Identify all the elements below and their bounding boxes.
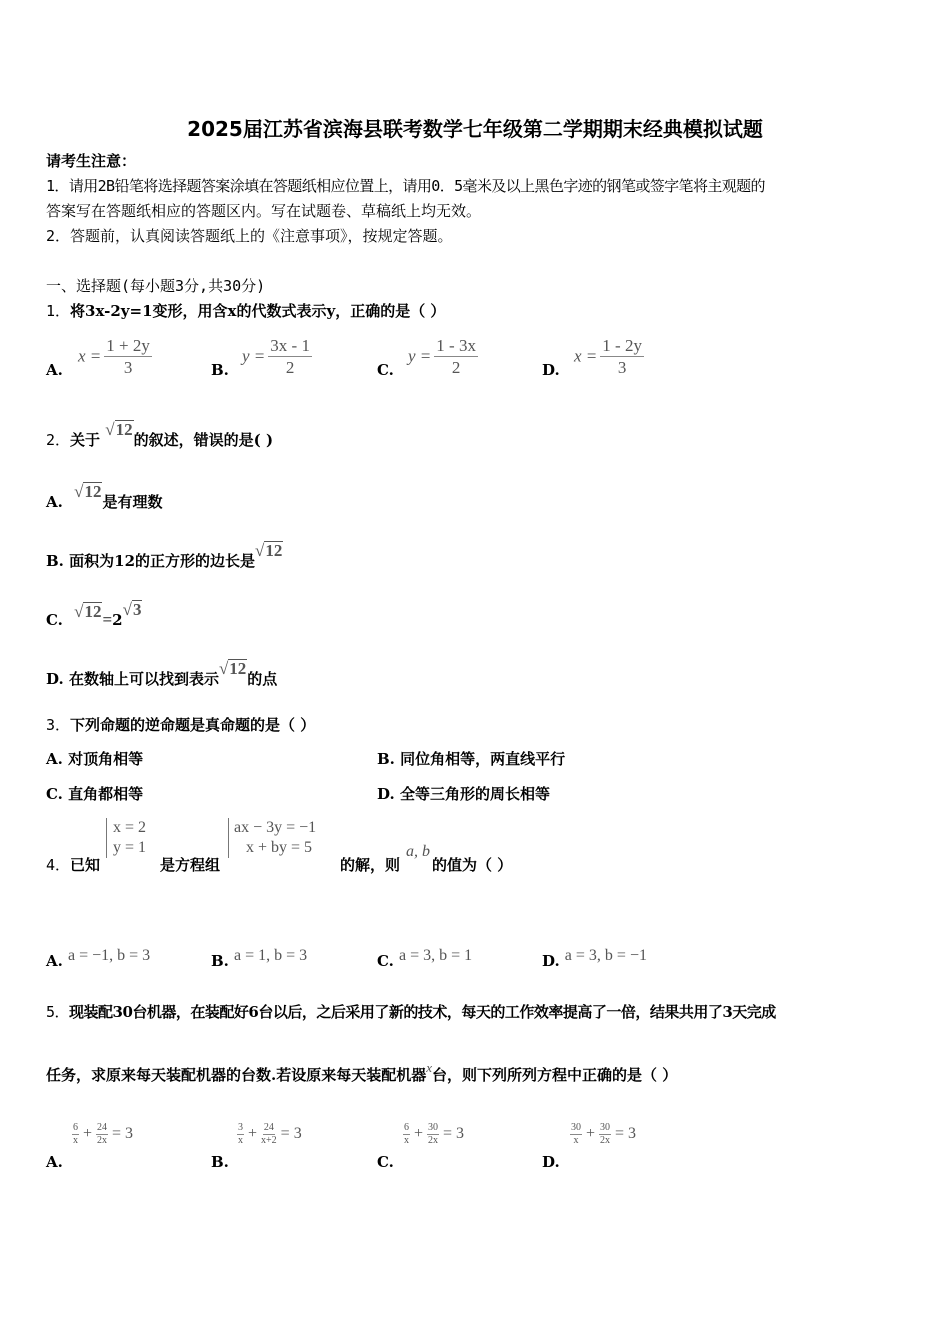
equation-system [228,818,316,858]
numerator: 24 [97,1122,108,1133]
option-text: 面积为12的正方形的边长是 [69,552,256,570]
equation: x + by = 5 [246,839,313,856]
exam-page: 2025届江苏省滨海县联考数学七年级第二学期期末经典模拟试题 请考生注意： 1．请用2B铅笔将选择题答案涂填在答题纸相应位置上，请用0．5毫米及以上黑色字迹的钢笔或签字笔将主观题的 答案写在答题纸相应的答题区内。写在试题卷、草稿纸上均无效。 2．答题前，认真阅读答题纸上的《注意事项》，按规定答题。 一、选择题(每小题3分,共30分) 1．将3x-2y=1变形，用含x的代数式表示y，正确的是（ ） A. x = $\frac{1 + 2y}{3}$ B. y = $\frac{3x - 1}{2}$ C. y = $\frac{1 - 3x}{2}$ D. x = $\frac{1 - 2y}{3}$ 2．关于 √12的叙述，错误的是( ) A. √12是有理数 B. 面积为12的正方形的边长是√12 C. √12=2√3 D. 在数轴上可以找到表示√12的点 3．下列命题的逆命题是真命题的是（ ） A. 对顶角相等 B. 同位角相等，两直线平行 C. 直角都相等 D. 全等三角形的周长相等 4．已知 x = 2 y = 1 是方程组 ax − 3y = −1 x + by = 5 的解，则 a, b 的值为（ ） A. a = −1, b = 3 B. a = 1, b = 3 C. a = 3, b = 1 D. a = 3, b = −1 5．现装配30台机器，在装配好6台以后，之后采用了新的技术，每天的工作效率提高了一倍，结果共用了3天完成 任务，求原来每天装配机器的台数.若设原来每天装配机器x台，则下列所列方程中正确的是（ ） A. $\frac{6}{x}$ + $\frac{24}{2x}$ = 3 B. $\frac{3}{x}$ + $\frac{24}{x+2}$ = 3 C. $\frac{6}{x}$ + $\frac{30}{2x}$ = 3 D. $\frac{30}{x}$ + $\frac{30}{2x}$ = 3 [0,0,950,1344]
option-label: C. [377,1153,394,1171]
option-text: 在数轴上可以找到表示 [68,670,219,688]
denominator: 2 [451,358,461,377]
question-text: 关于 [70,431,101,449]
option-label: B. [211,361,229,379]
q3-option-b [377,749,565,769]
rhs: = 3 [112,1125,134,1143]
equation: ax − 3y = −1 [234,819,317,836]
option-label: C. [46,611,63,629]
question-number: 1． [46,302,71,320]
question-text: 台，则下列所列方程中正确的是（ ） [432,1066,678,1084]
denominator: 2x [97,1135,108,1146]
option-label: B. [377,750,395,768]
sqrt-12: √12 [255,541,283,560]
page-title: 2025届江苏省滨海县联考数学七年级第二学期期末经典模拟试题 [187,117,763,141]
q4-option-a [46,945,151,970]
option-math: a = 3, b = 1 [399,947,473,964]
variables: a, b [406,843,430,860]
option-text: 直角都相等 [68,785,144,803]
q3-option-d [377,784,550,804]
option-label: B. [211,1153,229,1171]
question-text: 任务，求原来每天装配机器的台数.若设原来每天装配机器 [46,1066,427,1084]
option-text: 对顶角相等 [68,750,144,768]
question-5-line-2 [46,1060,678,1086]
question-text: 已知 [70,856,101,874]
option-math: a = −1, b = 3 [67,947,151,964]
notice-line-2: 2．答题前，认真阅读答题纸上的《注意事项》，按规定答题。 [46,227,453,245]
numerator: 30 [600,1122,611,1133]
numerator: 24 [263,1122,274,1133]
math-lhs: x = [78,346,102,366]
denominator: x [404,1135,409,1146]
question-text: 的解，则 [340,856,401,874]
option-math: a = 3, b = −1 [564,947,647,964]
option-label: D. [542,952,560,970]
numerator: 30 [428,1122,439,1133]
option-label: A. [46,750,63,768]
option-label: C. [46,785,63,803]
option-label: D. [377,785,395,803]
denominator: 3 [617,358,627,377]
option-label: D. [542,361,560,379]
math-lhs: y = [408,346,432,366]
option-label: D. [46,670,64,688]
denominator: 2 [285,358,295,377]
question-1 [46,301,445,321]
sqrt-12: √12 [105,420,133,439]
question-number: 3． [46,716,71,734]
option-label: A. [46,493,63,511]
option-text: 同位角相等，两直线平行 [400,750,566,768]
option-label: A. [46,1153,63,1171]
sqrt-3: √3 [122,600,142,619]
question-text: 现装配30台机器，在装配好6台以后，之后采用了新的技术，每天的工作效率提高了一倍，结果共用了3天完成 [69,1003,776,1021]
radicand: 3 [132,600,142,619]
sqrt-12: √12 [218,659,247,678]
denominator: x [573,1135,579,1146]
radicand: 12 [84,482,102,501]
option-label: C. [377,361,394,379]
notice-line-1: 1．请用2B铅笔将选择题答案涂填在答题纸相应位置上，请用0．5毫米及以上黑色字迹的钢笔或签字笔将主观题的 [46,177,765,195]
q2-option-b [46,541,283,571]
question-4-number [46,855,100,875]
math-lhs: x = [574,346,598,366]
radicand: 12 [229,659,247,678]
question-5-line-1 [46,1002,776,1022]
numerator: 1 + 2y [106,336,150,355]
denominator: x [73,1135,78,1146]
option-label: A. [46,361,63,379]
question-text: 将3x-2y=1变形，用含x的代数式表示y，正确的是（ ） [70,302,446,320]
question-text: 是方程组 [160,856,221,874]
denominator: x+2 [261,1135,277,1146]
numerator: 3x - 1 [270,336,310,355]
denominator: 2x [428,1135,439,1146]
option-label: B. [211,952,229,970]
q3-option-a [46,749,143,769]
numerator: 30 [571,1122,581,1133]
option-label: C. [377,952,394,970]
sqrt-12: √12 [74,602,102,621]
sqrt-12: √12 [74,482,102,501]
numerator: 6 [404,1122,409,1133]
notice-heading: 请考生注意： [46,152,137,170]
notice-line-1b: 答案写在答题纸相应的答题区内。写在试题卷、草稿纸上均无效。 [46,202,482,220]
option-text: 是有理数 [102,493,163,511]
numerator: 1 - 2y [602,336,642,355]
question-text: 下列命题的逆命题是真命题的是（ ） [70,716,316,734]
q4-option-c [377,945,473,970]
q2-option-d [46,659,278,689]
question-number: 5． [46,1003,70,1021]
option-label: D. [542,1153,560,1171]
rhs: = 3 [443,1125,465,1143]
q4-option-d [542,945,647,970]
rhs: = 3 [280,1125,302,1143]
equation: y = 1 [113,839,147,856]
option-math: a = 1, b = 3 [234,947,308,964]
math-lhs: y = [242,346,266,366]
question-number: 4． [46,856,71,874]
question-2 [46,420,274,450]
denominator: x [238,1135,243,1146]
equals: = [102,610,113,629]
q2-option-a [46,482,163,512]
radicand: 12 [115,420,133,439]
question-3 [46,715,315,735]
question-text: 的值为（ ） [432,856,513,874]
section-heading: 一、选择题(每小题3分,共30分) [46,277,266,295]
denominator: 3 [123,358,133,377]
numerator: 3 [238,1122,243,1133]
question-text: 的叙述，错误的是( ) [133,431,274,449]
solution-system [106,818,146,858]
radicand: 12 [84,602,102,621]
numerator: 1 - 3x [436,336,476,355]
q4-option-b [211,945,308,970]
option-text: 的点 [247,670,278,688]
option-label: A. [46,952,63,970]
q2-option-c [46,600,142,630]
equation: x = 2 [113,819,147,836]
variable: x [426,1060,433,1075]
option-label: B. [46,552,64,570]
q3-option-c [46,784,143,804]
question-number: 2． [46,431,71,449]
option-text: 全等三角形的周长相等 [399,785,550,803]
denominator: 2x [600,1135,611,1146]
radicand: 12 [265,541,283,560]
coefficient: 2 [112,611,123,629]
numerator: 6 [73,1122,78,1133]
rhs: = 3 [615,1125,637,1143]
